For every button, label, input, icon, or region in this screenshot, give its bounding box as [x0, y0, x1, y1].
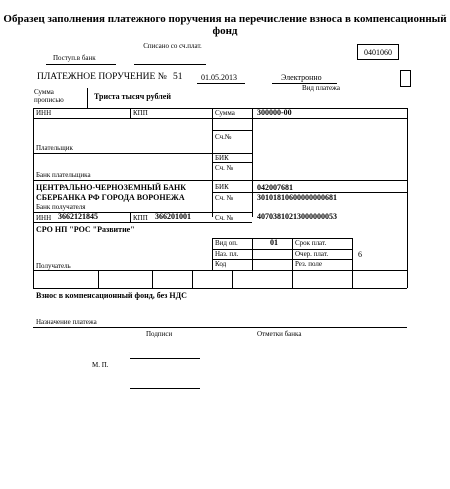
payee-bank-bik-label: БИК — [215, 183, 229, 191]
op-type-value: 01 — [270, 238, 278, 247]
purpose-text: Взнос в компенсационный фонд, без НДС — [36, 291, 187, 300]
tax-cell-line-3 — [192, 270, 193, 288]
purpose-label: Назначение платежа — [36, 318, 97, 326]
payee-bank-bik-value: 042007681 — [257, 183, 293, 192]
codes-mid2-line — [292, 238, 293, 270]
signature-line-2 — [130, 388, 200, 389]
sum-label: Сумма — [215, 109, 235, 117]
purpose-bottom-line — [33, 327, 407, 328]
payer-inn-label: ИНН — [36, 109, 52, 117]
value-column-line — [252, 108, 253, 217]
payee-label: Получатель — [36, 262, 71, 270]
right-border — [407, 108, 408, 288]
payee-inn-value: 3662121845 — [58, 212, 98, 221]
codes-mid-line — [252, 238, 253, 270]
stamp-label: М. П. — [92, 361, 109, 369]
form-code-box: 0401060 — [357, 44, 399, 60]
payer-kpp-label: КПП — [133, 109, 148, 117]
payer-bank-label: Банк плательщика — [36, 171, 91, 179]
order-title: ПЛАТЕЖНОЕ ПОРУЧЕНИЕ № — [37, 72, 167, 82]
document-title: Образец заполнения платежного поручения на перечисление взноса в компенсационный фонд — [3, 13, 447, 37]
payee-inn-label: ИНН — [36, 214, 52, 222]
deadline-label: Срок плат. — [295, 239, 327, 247]
code-label: Код — [215, 260, 227, 268]
left-border — [33, 108, 34, 288]
payer-bank-account-label: Сч. № — [215, 164, 234, 172]
payer-bik-divider — [212, 162, 252, 163]
op-type-label: Вид оп. — [215, 239, 238, 247]
sum-value: 300000-00 — [257, 108, 292, 117]
debited-line — [134, 64, 206, 65]
status-box — [400, 70, 411, 87]
codes-left-line — [212, 238, 213, 270]
payer-bank-bik-label: БИК — [215, 154, 229, 162]
payee-bank-label: Банк получателя — [36, 203, 86, 211]
amount-words-label: Сумма прописью — [34, 88, 64, 104]
payer-account-label: Сч.№ — [215, 133, 232, 141]
amount-words-divider — [87, 88, 88, 108]
payee-bank-account-label: Сч. № — [215, 194, 234, 202]
payee-inn-kpp-divider — [130, 212, 131, 222]
date-line — [197, 83, 245, 84]
payer-label: Плательщик — [36, 144, 73, 152]
pay-purpose-label: Наз. пл. — [215, 250, 239, 258]
tax-row-bottom-line — [33, 288, 407, 289]
priority-value: 6 — [358, 250, 362, 259]
received-in-bank-line — [46, 64, 116, 65]
signatures-label: Подписи — [146, 330, 173, 338]
payment-type-value: Электронно — [281, 73, 322, 82]
tax-cell-line-5 — [292, 270, 293, 288]
sum-account-divider — [212, 130, 252, 131]
payer-inn-kpp-divider — [130, 108, 131, 118]
tax-cell-line-2 — [152, 270, 153, 288]
payer-bank-bottom-line — [33, 180, 407, 181]
codes-row-line-2 — [212, 259, 352, 260]
tax-cell-line-1 — [98, 270, 99, 288]
payee-bank-name-line1: ЦЕНТРАЛЬНО-ЧЕРНОЗЕМНЫЙ БАНК — [36, 183, 187, 192]
payee-bank-name-line2: СБЕРБАНКА РФ ГОРОДА ВОРОНЕЖА — [36, 193, 185, 202]
tax-cell-line-4 — [232, 270, 233, 288]
debited-label: Списано со сч.плат. — [143, 42, 202, 50]
received-in-bank-label: Поступ.в банк — [53, 54, 96, 62]
payee-kpp-value: 366201001 — [155, 212, 191, 221]
payment-type-label: Вид платежа — [302, 84, 341, 92]
payee-account-label: Сч. № — [215, 214, 234, 222]
codes-right-line — [352, 238, 353, 270]
bank-marks-label: Отметки банка — [257, 330, 302, 338]
payee-bottom-line — [33, 270, 407, 271]
payee-inn-bottom-line — [33, 222, 252, 223]
order-number: 51 — [173, 72, 183, 82]
priority-label: Очер. плат. — [295, 250, 329, 258]
amount-words-value: Триста тысяч рублей — [94, 92, 171, 101]
tax-cell-line-6 — [352, 270, 353, 288]
reserve-label: Рез. поле — [295, 260, 323, 268]
order-date: 01.05.2013 — [201, 73, 237, 82]
payee-kpp-label: КПП — [133, 214, 148, 222]
row-line-2 — [33, 118, 407, 119]
payee-bank-account-value: 30101810600000000681 — [257, 193, 337, 202]
payee-name: СРО НП "РОС "Развитие" — [36, 225, 135, 234]
signature-line-1 — [130, 358, 200, 359]
payee-account-value: 40703810213000000053 — [257, 212, 337, 221]
